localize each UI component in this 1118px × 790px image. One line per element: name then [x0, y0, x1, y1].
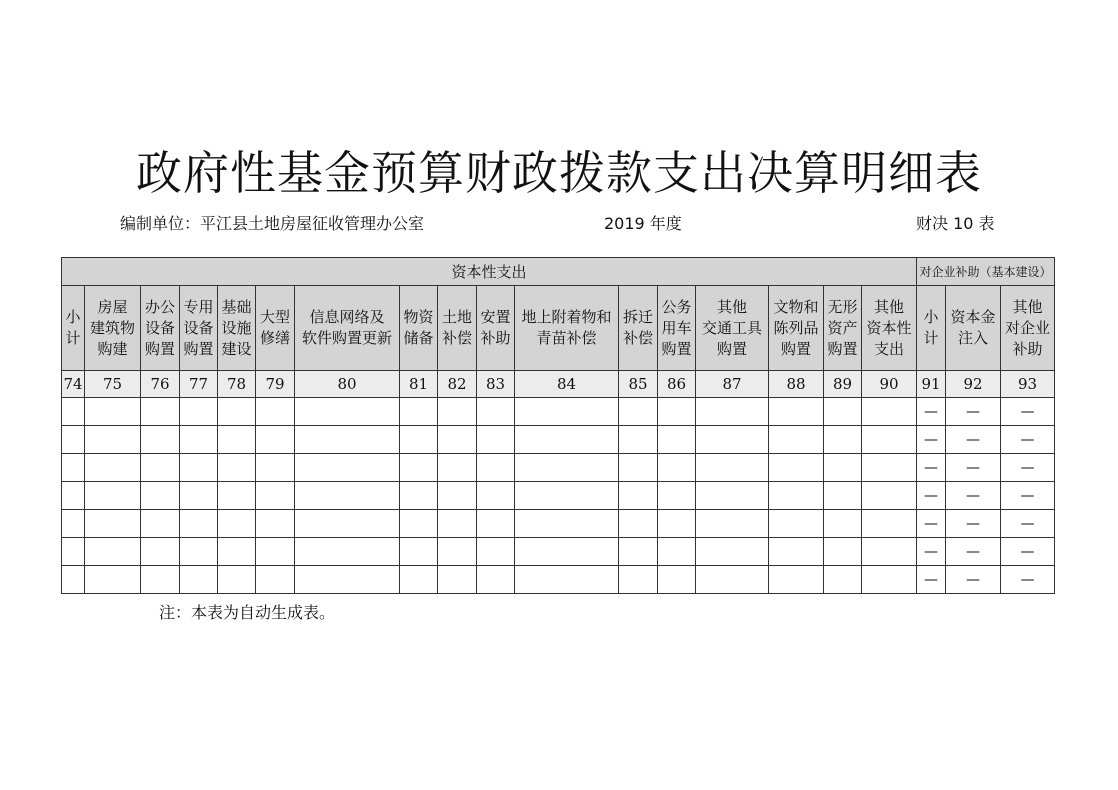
- column-number: 78: [218, 371, 256, 398]
- column-header: 基础 设施 建设: [218, 286, 256, 371]
- form-code: 财决 10 表: [916, 214, 995, 233]
- table-cell: [141, 566, 180, 594]
- column-header: 地上附着物和 青苗补偿: [515, 286, 619, 371]
- table-cell: —: [1001, 566, 1055, 594]
- table-cell: [295, 538, 400, 566]
- table-cell: [862, 510, 917, 538]
- table-cell: [824, 398, 862, 426]
- table-cell: [862, 398, 917, 426]
- column-number: 92: [946, 371, 1001, 398]
- column-header: 小 计: [62, 286, 85, 371]
- table-cell: [515, 566, 619, 594]
- table-cell: [696, 398, 769, 426]
- column-number: 85: [619, 371, 658, 398]
- table-cell: —: [917, 566, 946, 594]
- column-number: 81: [400, 371, 438, 398]
- table-cell: [85, 538, 141, 566]
- table-cell: [862, 538, 917, 566]
- table-cell: [218, 426, 256, 454]
- table-cell: —: [917, 538, 946, 566]
- table-cell: [769, 454, 824, 482]
- table-cell: [218, 398, 256, 426]
- table-cell: [862, 482, 917, 510]
- table-cell: [180, 510, 218, 538]
- table-cell: [256, 454, 295, 482]
- table-cell: [62, 398, 85, 426]
- column-number: 90: [862, 371, 917, 398]
- table-cell: [141, 482, 180, 510]
- column-number: 86: [658, 371, 696, 398]
- table-cell: [696, 426, 769, 454]
- table-cell: [256, 426, 295, 454]
- table-cell: [141, 510, 180, 538]
- table-cell: [218, 454, 256, 482]
- table-cell: [619, 454, 658, 482]
- table-cell: [180, 454, 218, 482]
- column-number: 74: [62, 371, 85, 398]
- table-cell: [658, 566, 696, 594]
- table-cell: —: [1001, 398, 1055, 426]
- table-cell: [477, 538, 515, 566]
- table-cell: —: [1001, 538, 1055, 566]
- table-cell: [515, 510, 619, 538]
- table-cell: [619, 482, 658, 510]
- column-header: 信息网络及 软件购置更新: [295, 286, 400, 371]
- table-cell: [477, 454, 515, 482]
- column-number: 83: [477, 371, 515, 398]
- column-number: 91: [917, 371, 946, 398]
- column-header: 物资 储备: [400, 286, 438, 371]
- table-row: [62, 566, 1055, 594]
- table-cell: —: [946, 510, 1001, 538]
- table-cell: —: [917, 510, 946, 538]
- table-cell: [218, 566, 256, 594]
- column-number: 80: [295, 371, 400, 398]
- table-cell: —: [1001, 510, 1055, 538]
- table-cell: [824, 482, 862, 510]
- table-cell: [400, 482, 438, 510]
- table-cell: —: [946, 426, 1001, 454]
- table-cell: —: [917, 426, 946, 454]
- table-cell: [141, 454, 180, 482]
- column-header-row: [62, 286, 1055, 371]
- table-cell: [515, 398, 619, 426]
- table-cell: —: [917, 482, 946, 510]
- table-cell: [769, 426, 824, 454]
- table-cell: [295, 482, 400, 510]
- page-title: 政府性基金预算财政拨款支出决算明细表: [136, 146, 982, 200]
- table-cell: [85, 566, 141, 594]
- column-header: 无形 资产 购置: [824, 286, 862, 371]
- table-cell: [141, 426, 180, 454]
- table-cell: [658, 538, 696, 566]
- table-cell: [696, 510, 769, 538]
- table-cell: [400, 426, 438, 454]
- table-cell: [295, 454, 400, 482]
- table-cell: [400, 454, 438, 482]
- table-cell: [295, 510, 400, 538]
- table-cell: [824, 566, 862, 594]
- group-header-capital: 资本性支出: [62, 258, 917, 286]
- table-cell: [619, 566, 658, 594]
- table-row: [62, 398, 1055, 426]
- fiscal-year: 2019 年度: [604, 214, 682, 233]
- column-header: 大型 修缮: [256, 286, 295, 371]
- table-cell: [400, 538, 438, 566]
- table-cell: [85, 510, 141, 538]
- table-cell: [256, 482, 295, 510]
- table-cell: [218, 538, 256, 566]
- table-cell: [256, 398, 295, 426]
- column-header: 土地 补偿: [438, 286, 477, 371]
- table-cell: [85, 398, 141, 426]
- column-header: 办公 设备 购置: [141, 286, 180, 371]
- table-cell: [218, 510, 256, 538]
- table-body: [62, 398, 1055, 594]
- table-cell: [256, 566, 295, 594]
- compiling-unit: 编制单位：平江县土地房屋征收管理办公室: [120, 214, 425, 233]
- table-cell: [696, 454, 769, 482]
- column-header: 安置 补助: [477, 286, 515, 371]
- column-header: 拆迁 补偿: [619, 286, 658, 371]
- table-cell: —: [1001, 454, 1055, 482]
- column-number-row: [62, 371, 1055, 398]
- table-cell: [438, 510, 477, 538]
- table-cell: [295, 566, 400, 594]
- table-cell: [824, 426, 862, 454]
- column-header: 小 计: [917, 286, 946, 371]
- table-cell: [62, 538, 85, 566]
- table-cell: [515, 454, 619, 482]
- table-cell: [658, 398, 696, 426]
- column-number: 84: [515, 371, 619, 398]
- column-header: 文物和 陈列品 购置: [769, 286, 824, 371]
- column-number: 93: [1001, 371, 1055, 398]
- table-cell: —: [1001, 482, 1055, 510]
- column-header: 其他 对企业 补助: [1001, 286, 1055, 371]
- table-cell: [141, 538, 180, 566]
- column-number: 88: [769, 371, 824, 398]
- table-cell: [180, 398, 218, 426]
- table-cell: [658, 454, 696, 482]
- table-cell: [180, 566, 218, 594]
- table-cell: [515, 538, 619, 566]
- table-cell: [769, 482, 824, 510]
- column-header: 资本金 注入: [946, 286, 1001, 371]
- table-cell: [515, 482, 619, 510]
- table-cell: [62, 482, 85, 510]
- column-header: 其他 交通工具 购置: [696, 286, 769, 371]
- table-cell: [295, 398, 400, 426]
- table-row: [62, 426, 1055, 454]
- table-cell: —: [946, 538, 1001, 566]
- table-cell: [477, 482, 515, 510]
- table-cell: [769, 398, 824, 426]
- table-cell: [515, 426, 619, 454]
- table-cell: [400, 510, 438, 538]
- footnote: 注：本表为自动生成表。: [159, 603, 336, 622]
- table-cell: [769, 510, 824, 538]
- table-cell: [619, 510, 658, 538]
- table-cell: [824, 538, 862, 566]
- table-row: [62, 538, 1055, 566]
- table-cell: [62, 510, 85, 538]
- table-cell: [180, 426, 218, 454]
- table-cell: —: [1001, 426, 1055, 454]
- table-cell: [218, 482, 256, 510]
- table-cell: —: [917, 398, 946, 426]
- table-cell: —: [917, 454, 946, 482]
- table-cell: [862, 566, 917, 594]
- table-cell: [696, 538, 769, 566]
- table-cell: [438, 482, 477, 510]
- table-cell: [438, 538, 477, 566]
- table-cell: [769, 538, 824, 566]
- table-cell: [696, 566, 769, 594]
- table-cell: [438, 398, 477, 426]
- column-number: 76: [141, 371, 180, 398]
- table-cell: [62, 566, 85, 594]
- table-cell: [619, 398, 658, 426]
- table-cell: [256, 538, 295, 566]
- table-cell: [180, 538, 218, 566]
- table-cell: [438, 566, 477, 594]
- table-cell: —: [946, 454, 1001, 482]
- table-cell: [438, 426, 477, 454]
- table-row: [62, 454, 1055, 482]
- table-row: [62, 510, 1055, 538]
- table-row: [62, 482, 1055, 510]
- table-cell: [824, 454, 862, 482]
- table-cell: [477, 510, 515, 538]
- table-cell: [619, 426, 658, 454]
- column-header: 专用 设备 购置: [180, 286, 218, 371]
- table-cell: [85, 482, 141, 510]
- column-header: 房屋 建筑物 购建: [85, 286, 141, 371]
- table-cell: [824, 510, 862, 538]
- table-cell: [658, 426, 696, 454]
- table-cell: [400, 566, 438, 594]
- group-header-row: [62, 258, 1055, 286]
- table-cell: [658, 510, 696, 538]
- column-number: 75: [85, 371, 141, 398]
- table-cell: [769, 566, 824, 594]
- table-cell: [658, 482, 696, 510]
- column-number: 77: [180, 371, 218, 398]
- table-cell: —: [946, 398, 1001, 426]
- table-cell: [62, 426, 85, 454]
- table-cell: [438, 454, 477, 482]
- table-cell: [477, 398, 515, 426]
- column-number: 89: [824, 371, 862, 398]
- column-header: 公务 用车 购置: [658, 286, 696, 371]
- table-cell: [295, 426, 400, 454]
- column-number: 87: [696, 371, 769, 398]
- column-number: 82: [438, 371, 477, 398]
- column-number: 79: [256, 371, 295, 398]
- table-cell: [400, 398, 438, 426]
- table-cell: [62, 454, 85, 482]
- expenditure-table: [61, 257, 1055, 594]
- table-cell: [85, 454, 141, 482]
- column-header: 其他 资本性 支出: [862, 286, 917, 371]
- table-cell: —: [946, 566, 1001, 594]
- table-cell: [477, 566, 515, 594]
- table-cell: [862, 454, 917, 482]
- table-cell: [256, 510, 295, 538]
- table-cell: [696, 482, 769, 510]
- table-cell: —: [946, 482, 1001, 510]
- table-cell: [862, 426, 917, 454]
- table-cell: [85, 426, 141, 454]
- table-cell: [180, 482, 218, 510]
- table-cell: [619, 538, 658, 566]
- group-header-enterprise: 对企业补助（基本建设）: [917, 258, 1055, 286]
- table-cell: [477, 426, 515, 454]
- table-cell: [141, 398, 180, 426]
